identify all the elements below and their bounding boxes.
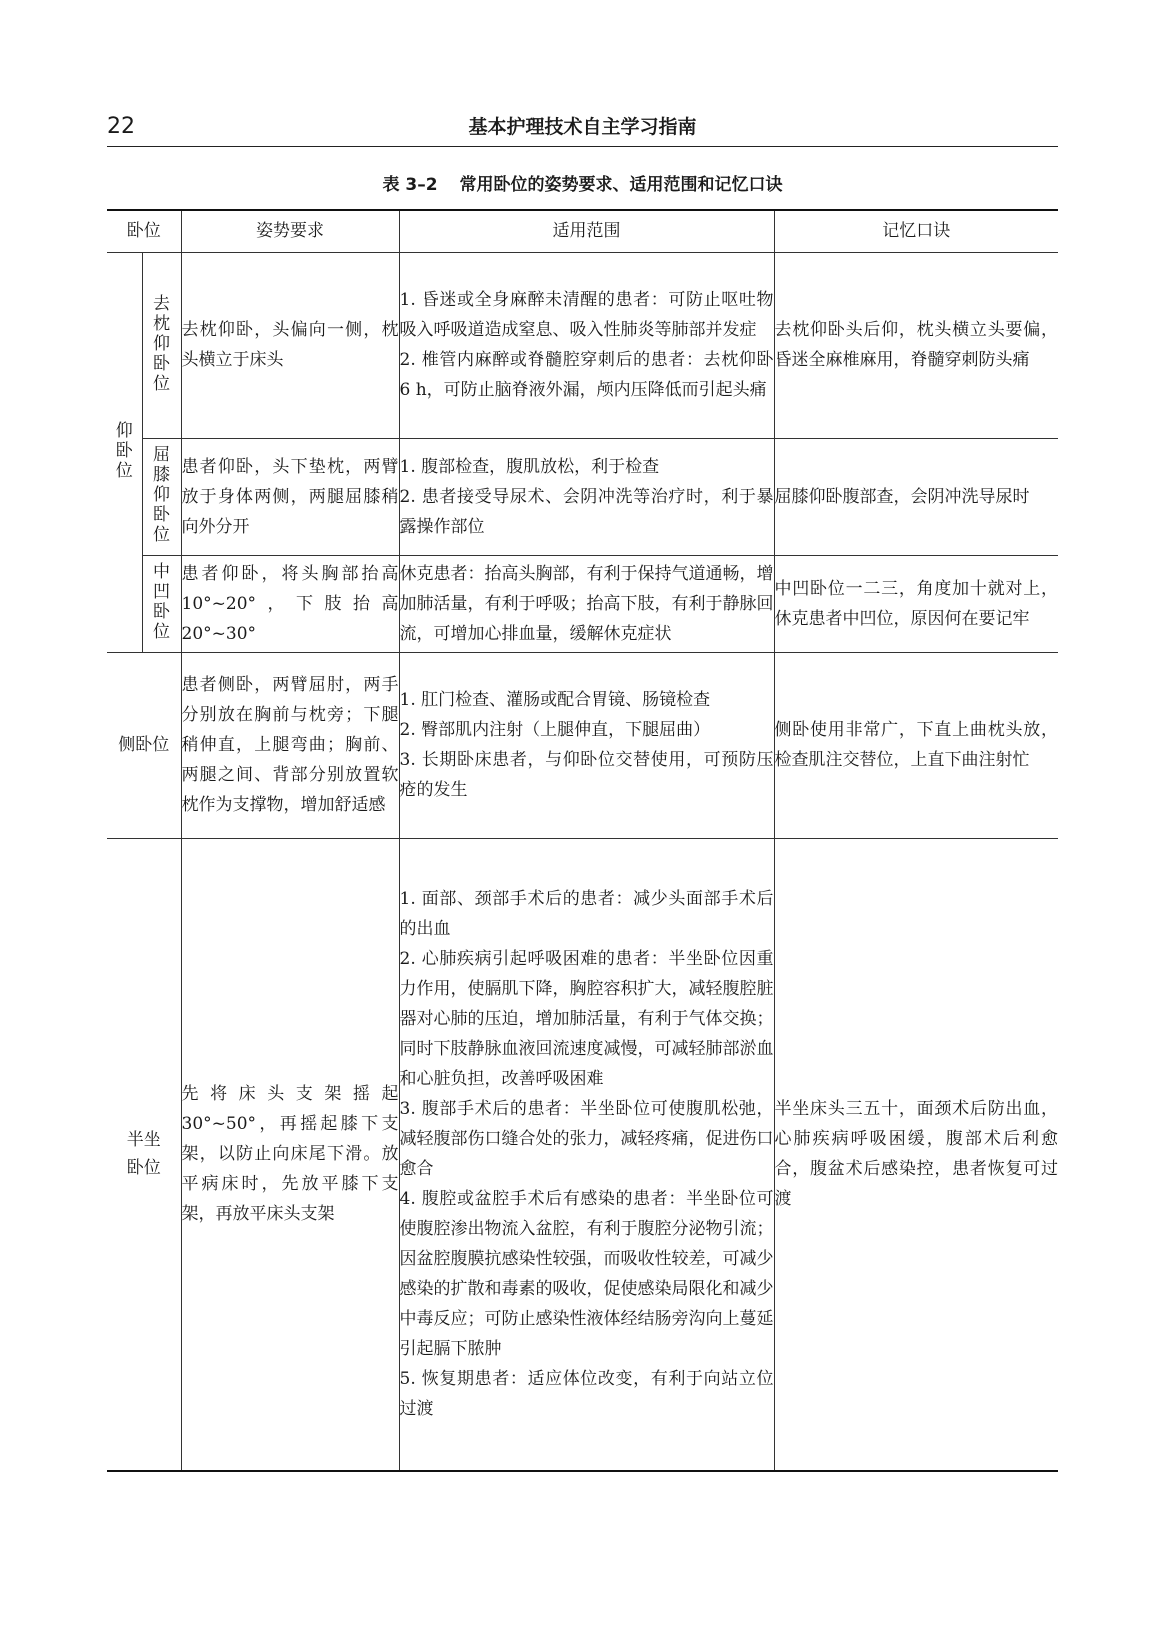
scope-cell: [399, 252, 774, 438]
posture-cell: 去枕仰卧，头偏向一侧，枕头横立于床头: [181, 252, 399, 438]
posture-cell: 患者仰卧，头下垫枕，两臂放于身体两侧，两腿屈膝稍向外分开: [181, 438, 399, 555]
scope-cell: [399, 555, 774, 652]
scope-item: 2. 椎管内麻醉或脊髓腔穿刺后的患者：去枕仰卧 6 h，可防止脑脊液外漏，颅内压降低而引起头痛: [399, 350, 774, 400]
table-header-row: [107, 210, 1058, 252]
scope-item: 1. 腹部检查，腹肌放松，利于检查: [399, 456, 660, 477]
scope-item: 1. 面部、颈部手术后的患者：减少头面部手术后的出血: [399, 889, 774, 940]
positions-table: [107, 209, 1058, 1472]
table-caption: [107, 172, 1058, 198]
position-label: 屈膝仰卧位: [153, 445, 170, 545]
position-label: 中凹卧位: [153, 562, 170, 642]
position-label: 去枕仰卧位: [153, 293, 170, 394]
scope-item: 4. 腹腔或盆腔手术后有感染的患者：半坐卧位可使腹腔渗出物流入盆腔，有利于腹腔分泌物引流；因盆腔腹膜抗感染性较强，而吸收性较差，可减少感染的扩散和毒素的吸收，促使感染局限化和减少中毒反应；可防止感染性液体经结肠旁沟向上蔓延引起膈下脓肿: [399, 1189, 774, 1360]
posture-cell: 患者侧卧，两臂屈肘，两手分别放在胸前与枕旁；下腿稍伸直，上腿弯曲；胸前、两腿之间、背部分别放置软枕作为支撑物，增加舒适感: [181, 652, 399, 838]
mnemonic-cell: 半坐床头三五十，面颈术后防出血，心肺疾病呼吸困缓，腹部术后利愈合，腹盆术后感染控，患者恢复可过渡: [774, 838, 1058, 1471]
scope-item: 1. 昏迷或全身麻醉未清醒的患者：可防止呕吐物吸入呼吸道造成窒息、吸入性肺炎等肺部并发症: [399, 290, 774, 340]
table-row: [107, 838, 1058, 1471]
position-cell: [142, 252, 181, 438]
scope-cell: [399, 438, 774, 555]
supine-group-label: 仰卧位: [115, 420, 133, 481]
table-row: [107, 652, 1058, 838]
mnemonic-cell: 去枕仰卧头后仰，枕头横立头要偏，昏迷全麻椎麻用，脊髓穿刺防头痛: [774, 252, 1058, 438]
posture-cell: 先将床头支架摇起 30°~50°，再摇起膝下支架，以防止向床尾下滑。放平病床时，先放平膝下支架，再放平床头支架: [181, 838, 399, 1471]
column-header-position: 卧位: [107, 210, 181, 252]
position-cell: [142, 438, 181, 555]
position-cell: [142, 555, 181, 652]
mnemonic-cell: 中凹卧位一二三，角度加十就对上，休克患者中凹位，原因何在要记牢: [774, 555, 1058, 652]
table-title: 常用卧位的姿势要求、适用范围和记忆口诀: [459, 175, 783, 195]
header-title: 基本护理技术自主学习指南: [468, 116, 697, 138]
table-row: [107, 438, 1058, 555]
position-cell: 侧卧位: [107, 652, 181, 838]
table-number: 表 3–2: [382, 175, 438, 195]
mnemonic-cell: 屈膝仰卧腹部查，会阴冲洗导尿时: [774, 438, 1058, 555]
mnemonic-cell: 侧卧使用非常广，下直上曲枕头放，检查肌注交替位，上直下曲注射忙: [774, 652, 1058, 838]
scope-item: 2. 患者接受导尿术、会阴冲洗等治疗时，利于暴露操作部位: [399, 486, 774, 537]
scope-item: 休克患者：抬高头胸部，有利于保持气道通畅，增加肺活量，有利于呼吸；抬高下肢，有利于静脉回流，可增加心排血量，缓解休克症状: [399, 563, 774, 644]
column-header-mnemonic: 记忆口诀: [774, 210, 1058, 252]
table-row: [107, 555, 1058, 652]
table-row: [107, 252, 1058, 438]
page-number: 22: [107, 114, 135, 139]
posture-cell: 患者仰卧，将头胸部抬高 10°~20°，下肢抬高 20°~30°: [181, 555, 399, 652]
position-label: 半坐卧位: [126, 1130, 161, 1179]
scope-item: 1. 肛门检查、灌肠或配合胃镜、肠镜检查: [399, 690, 711, 710]
column-header-posture: 姿势要求: [181, 210, 399, 252]
scope-cell: [399, 838, 774, 1471]
scope-item: 3. 长期卧床患者，与仰卧位交替使用，可预防压疮的发生: [399, 750, 774, 800]
scope-item: 3. 腹部手术后的患者：半坐卧位可使腹肌松弛，减轻腹部伤口缝合处的张力，减轻疼痛，促进伤口愈合: [399, 1099, 774, 1180]
scope-cell: [399, 652, 774, 838]
position-cell: [107, 838, 181, 1471]
column-header-scope: 适用范围: [399, 210, 774, 252]
scope-item: 2. 心肺疾病引起呼吸困难的患者：半坐卧位因重力作用，使膈肌下降，胸腔容积扩大，减轻腹腔脏器对心肺的压迫，增加肺活量，有利于气体交换；同时下肢静脉血液回流速度减慢，可减轻肺部淤血和心脏负担，改善呼吸困难: [399, 949, 774, 1090]
scope-item: 5. 恢复期患者：适应体位改变，有利于向站立位过渡: [399, 1369, 774, 1420]
supine-group-cell: [107, 252, 142, 652]
header-rule: [107, 146, 1058, 147]
running-head: [107, 112, 1058, 146]
scope-item: 2. 臀部肌内注射（上腿伸直，下腿屈曲）: [399, 720, 711, 740]
